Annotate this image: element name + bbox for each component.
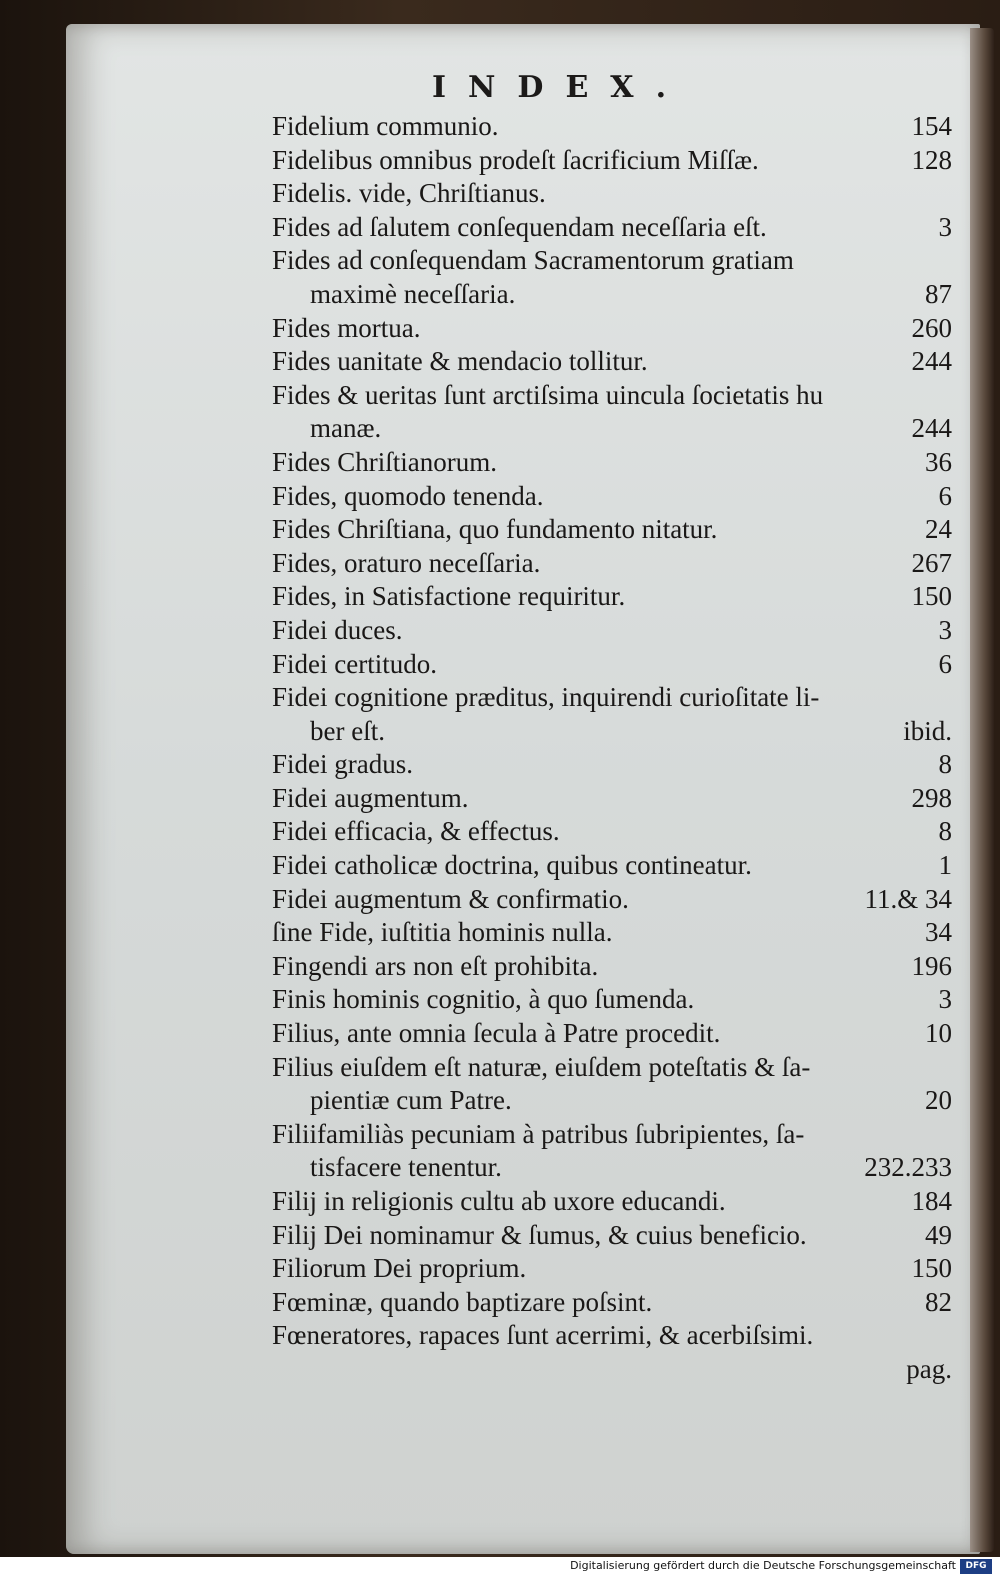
entry-page-ref: 20	[925, 1085, 952, 1116]
entry-page-ref: 8	[938, 816, 952, 847]
entry-text: Fides & ueritas ſunt arctiſsima uincula ſocietatis hu	[272, 379, 824, 410]
page-edge	[970, 28, 994, 1552]
entry-text: Filius, ante omnia ſecula à Patre procedit.	[272, 1018, 721, 1049]
entry-text: Fides uanitate & mendacio tollitur.	[272, 346, 648, 377]
index-entry	[272, 648, 952, 682]
entry-text: Fidei catholicæ doctrina, quibus contineatur.	[272, 850, 752, 881]
entry-text: Fides Chriſtianorum.	[272, 446, 497, 477]
entry-page-ref: 8	[938, 749, 952, 780]
entry-text: Filij in religionis cultu ab uxore educandi.	[272, 1186, 726, 1216]
entry-page-ref: 3	[938, 614, 952, 645]
entry-text: Fides ad ſalutem conſequendam neceſſaria eſt.	[272, 211, 767, 242]
index-entry	[272, 1084, 952, 1118]
index-entry	[272, 849, 952, 883]
entry-page-ref: ibid.	[903, 715, 952, 746]
entry-text: Fides, in Satisfactione requiritur.	[272, 581, 626, 612]
entry-text: Filiifamiliàs pecuniam à patribus ſubripientes, ſa-	[272, 1118, 805, 1149]
index-entry	[272, 412, 952, 446]
index-entry	[272, 244, 952, 278]
entry-text: Fœminæ, quando baptizare poſsint.	[272, 1286, 653, 1317]
entry-text: Finis hominis cognitio, à quo ſumenda.	[272, 984, 695, 1015]
index-entry	[272, 345, 952, 379]
index-entry	[272, 983, 952, 1017]
index-entry	[272, 144, 952, 178]
index-entry	[272, 1353, 952, 1387]
entry-text: Fidei duces.	[272, 614, 403, 645]
entry-page-ref: 298	[911, 782, 952, 813]
entry-text: Fides, oraturo neceſſaria.	[272, 547, 541, 578]
index-entry	[272, 110, 952, 144]
entry-page-ref: 82	[925, 1286, 952, 1317]
index-entry	[272, 211, 952, 245]
entry-text: Fidelium communio.	[272, 111, 499, 141]
index-entry	[272, 782, 952, 816]
entry-text: Fidei augmentum.	[272, 782, 469, 813]
entry-text: Fœneratores, rapaces ſunt acerrimi, & acerbiſsimi.	[272, 1320, 814, 1351]
entry-page-ref: 87	[925, 278, 952, 309]
index-entry	[272, 614, 952, 648]
entry-page-ref: 267	[911, 547, 952, 578]
entry-page-ref: 6	[938, 480, 952, 511]
entry-page-ref: pag.	[906, 1353, 952, 1384]
entry-text: Fidelis. vide, Chriſtianus.	[272, 178, 546, 209]
index-entry	[272, 748, 952, 782]
index-entry	[272, 513, 952, 547]
index-entry	[272, 950, 952, 984]
entry-text: Fides mortua.	[272, 312, 421, 343]
entry-page-ref: 154	[911, 111, 952, 141]
entry-text: pientiæ cum Patre.	[310, 1085, 512, 1116]
entry-text: tisfacere tenentur.	[310, 1152, 502, 1183]
entry-text: Fidei cognitione præditus, inquirendi curioſitate li-	[272, 682, 820, 713]
index-entry	[272, 1319, 952, 1353]
entry-page-ref: 49	[925, 1219, 952, 1250]
entry-text: Fides Chriſtiana, quo fundamento nitatur.	[272, 514, 718, 545]
index-entry	[272, 446, 952, 480]
index-entry	[272, 1051, 952, 1085]
index-entry	[272, 312, 952, 346]
entry-page-ref: 11.& 34	[864, 883, 952, 914]
index-entry	[272, 177, 952, 211]
index-entry	[272, 278, 952, 312]
entry-text: maximè neceſſaria.	[310, 278, 516, 309]
page-header: INDEX.	[431, 70, 689, 105]
entry-page-ref: 184	[911, 1186, 952, 1216]
entry-text: Fidelibus omnibus prodeſt ſacrificium Miſſæ.	[272, 144, 759, 175]
index-entry	[272, 379, 952, 413]
dfg-logo: DFG	[960, 1559, 992, 1574]
entry-page-ref: 196	[911, 950, 952, 981]
entry-page-ref: 150	[911, 581, 952, 612]
entry-text: Fidei gradus.	[272, 749, 413, 780]
index-entry	[272, 681, 952, 715]
entry-page-ref: 260	[911, 312, 952, 343]
index-entry	[272, 715, 952, 749]
entry-text: Fidei certitudo.	[272, 648, 437, 679]
entry-text: Fidei efficacia, & effectus.	[272, 816, 560, 847]
index-entry	[272, 815, 952, 849]
index-entry	[272, 1252, 952, 1286]
index-entry	[272, 883, 952, 917]
entry-text: Fingendi ars non eſt prohibita.	[272, 950, 599, 981]
index-entry	[272, 1151, 952, 1185]
index-entries	[272, 110, 952, 1387]
entry-page-ref: 34	[925, 917, 952, 948]
entry-page-ref: 6	[938, 648, 952, 679]
entry-page-ref: 1	[938, 850, 952, 881]
footer-credit: Digitalisierung gefördert durch die Deutsche Forschungsgemeinschaft	[570, 1559, 956, 1572]
index-entry	[272, 580, 952, 614]
entry-page-ref: 10	[925, 1018, 952, 1049]
entry-text: Fidei augmentum & confirmatio.	[272, 883, 629, 914]
entry-page-ref: 232.233	[864, 1152, 952, 1183]
entry-text: Fides ad conſequendam Sacramentorum gratiam	[272, 245, 794, 276]
index-entry	[272, 547, 952, 581]
entry-page-ref: 244	[911, 413, 952, 444]
entry-text: manæ.	[310, 413, 382, 444]
entry-text: Filius eiuſdem eſt naturæ, eiuſdem poteſtatis & ſa-	[272, 1051, 811, 1082]
entry-page-ref: 3	[938, 984, 952, 1015]
entry-page-ref: 150	[911, 1253, 952, 1284]
entry-text: ber eſt.	[310, 715, 385, 746]
entry-page-ref: 244	[911, 346, 952, 377]
entry-page-ref: 36	[925, 446, 952, 477]
index-entry	[272, 1118, 952, 1152]
entry-text: Filiorum Dei proprium.	[272, 1253, 527, 1284]
index-entry	[272, 1017, 952, 1051]
entry-page-ref: 24	[925, 514, 952, 545]
index-entry	[272, 480, 952, 514]
index-entry	[272, 1286, 952, 1320]
entry-page-ref: 128	[911, 144, 952, 175]
entry-text: ſine Fide, iuſtitia hominis nulla.	[272, 917, 613, 948]
index-entry	[272, 916, 952, 950]
index-entry	[272, 1185, 952, 1219]
index-entry	[272, 1219, 952, 1253]
entry-text: Filij Dei nominamur & ſumus, & cuius beneficio.	[272, 1219, 807, 1250]
entry-text: Fides, quomodo tenenda.	[272, 480, 544, 511]
entry-page-ref: 3	[938, 211, 952, 242]
